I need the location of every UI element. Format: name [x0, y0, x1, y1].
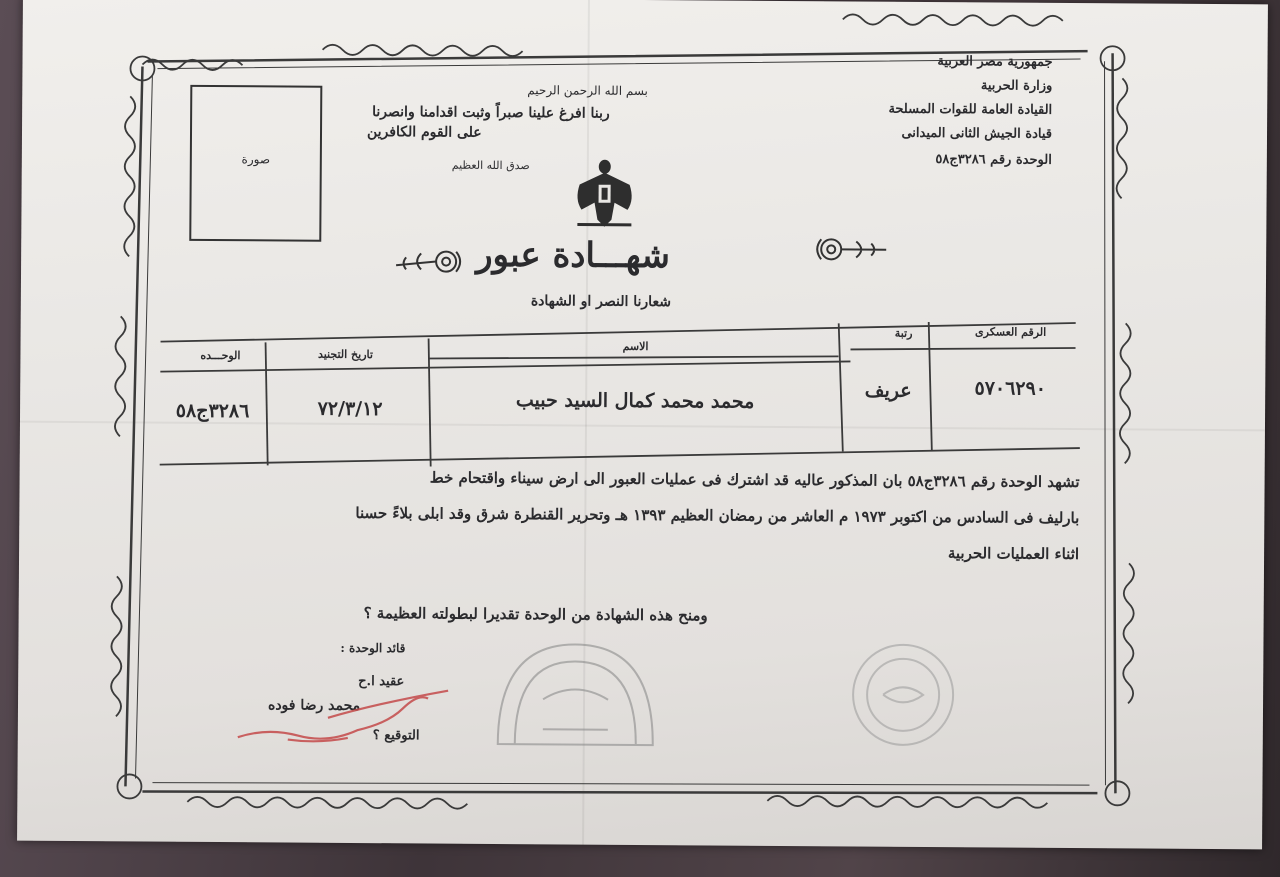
verse-attribution: صدق الله العظيم	[451, 158, 530, 173]
bismillah: بسم الله الرحمن الرحيم	[527, 83, 648, 99]
statement-line-1: تشهد الوحدة رقم ٣٢٨٦ج٥٨ بان المذكور عاليه قد اشترك فى عمليات العبور الى ارض سيناء واقتحام خط	[429, 468, 1080, 492]
value-enlistment-date: ٧٢/٣/١٢	[317, 397, 383, 421]
value-rank: عريف	[864, 379, 912, 402]
signature-label: التوقيع ؟	[372, 728, 420, 744]
header-rank: رتبة	[894, 326, 913, 340]
header-unit: الوحدة رقم ٣٢٨٦ج٥٨	[935, 152, 1052, 168]
title-ornament-icon	[811, 229, 891, 270]
verse-line-2: على القوم الكافرين	[366, 124, 482, 141]
certificate-paper	[17, 0, 1268, 849]
value-military-number: ٥٧٠٦٢٩٠	[974, 377, 1047, 400]
round-stamp-icon	[848, 639, 959, 750]
signature-icon	[228, 677, 469, 759]
slogan: شعارنا النصر او الشهادة	[530, 293, 672, 311]
unit-seal-icon	[493, 639, 659, 750]
header-name: الاسم	[622, 339, 649, 354]
header-unit-col: الوحـــده	[200, 348, 241, 363]
eagle-emblem-icon	[569, 154, 640, 229]
commander-name: محمد رضا فوده	[267, 697, 361, 715]
verse-line-1: ربنا افرغ علينا صبراً وثبت اقدامنا وانصرنا	[372, 104, 610, 122]
commander-rank: عقيد ا.ح	[358, 674, 405, 690]
certificate-title: شهـــادة عبور	[476, 234, 671, 277]
header-enlistment-date: تاريخ التجنيد	[317, 347, 373, 362]
commander-title: قائد الوحدة :	[340, 640, 406, 656]
header-country: جمهورية مصر العربية	[937, 54, 1053, 70]
header-army: قيادة الجيش الثانى الميدانى	[901, 125, 1053, 142]
photo-label: صورة	[241, 152, 271, 167]
statement-line-3: اثناء العمليات الحربية	[947, 544, 1080, 564]
header-military-number: الرقم العسكرى	[975, 325, 1047, 339]
header-command: القيادة العامة للقوات المسلحة	[888, 101, 1053, 118]
photo-box	[189, 85, 322, 242]
statement-line-2: بارليف فى السادس من اكتوبر ١٩٧٣ م العاشر من رمضان العظيم ١٣٩٣ هـ وتحرير القنطرة شرق وقد ابلى بلاءً حسنا	[355, 503, 1080, 528]
value-name: محمد محمد كمال السيد حبيب	[515, 389, 755, 413]
closing-line: ومنح هذه الشهادة من الوحدة تقديرا لبطولته العظيمة ؟	[363, 604, 708, 625]
header-ministry: وزارة الحربية	[980, 78, 1053, 94]
value-unit: ٣٢٨٦ج٥٨	[175, 399, 250, 423]
title-ornament-icon	[391, 243, 471, 284]
